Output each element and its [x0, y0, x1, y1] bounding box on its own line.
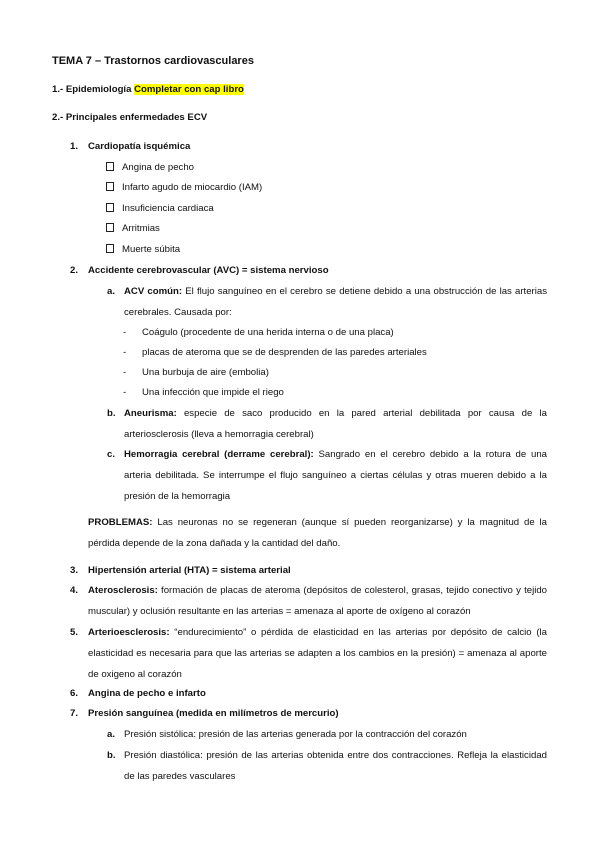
checkbox-list-item: [106, 244, 180, 256]
dash-bullet: -: [123, 387, 127, 398]
item-cardiopatia-isquemica: Cardiopatía isquémica: [88, 141, 191, 152]
term: Aneurisma:: [124, 408, 177, 419]
term: ACV común:: [124, 286, 183, 297]
term: PROBLEMAS:: [88, 517, 153, 528]
item-arterioesclerosis: [88, 622, 547, 685]
checkbox-list-item: [106, 182, 262, 194]
list-item-text: Muerte súbita: [122, 244, 181, 255]
checkbox-list-item: [106, 203, 214, 215]
list-item-text: Arritmias: [122, 223, 160, 234]
paragraph-text: especie de saco producido en la pared arterial debilitada por causa de la arteriosclerosis (lleva a hemorragia cerebral): [124, 408, 547, 440]
term: Arterioesclerosis:: [88, 627, 170, 638]
paragraph-problemas: [88, 512, 547, 554]
section-principales-enfermedades: 2.- Principales enfermedades ECV: [52, 112, 208, 123]
list-item-text: Angina de pecho: [122, 162, 195, 173]
paragraph-hemorragia-cerebral: [124, 444, 547, 507]
list-item-text: Insuficiencia cardiaca: [122, 203, 214, 214]
list-number: 7.: [70, 708, 79, 719]
cause-item: Coágulo (procedente de una herida interna o de una placa): [142, 327, 394, 338]
paragraph-text: Las neuronas no se regeneran (aunque sí pueden reorganizarse) y la magnitud de la pérdida depende de la zona dañada y la cantidad del daño.: [88, 517, 547, 549]
list-number: 4.: [70, 585, 79, 596]
paragraph-text: “endurecimiento” o pérdida de elasticidad en las arterias por depósito de calcio (la elasticidad es necesaria para que las arterias se adapten a los cambios en la presión) = amenaza al aporte de oxigeno al corazón: [88, 627, 547, 680]
checkbox-icon: [106, 162, 114, 171]
cause-item: Una infección que impide el riego: [142, 387, 284, 398]
item-aterosclerosis: [88, 580, 547, 622]
item-angina-infarto: Angina de pecho e infarto: [88, 688, 206, 699]
item-hipertension-arterial: Hipertensión arterial (HTA) = sistema arterial: [88, 565, 291, 576]
item-presion-sanguinea: Presión sanguínea (medida en milímetros de mercurio): [88, 708, 339, 719]
cause-item: placas de ateroma que se de desprenden de las paredes arteriales: [142, 347, 427, 358]
list-number: 3.: [70, 565, 79, 576]
paragraph-text: El flujo sanguíneo en el cerebro se detiene debido a una obstrucción de las arterias cerebrales. Causada por:: [124, 286, 548, 318]
list-number: 2.: [70, 265, 79, 276]
checkbox-icon: [106, 244, 114, 253]
section-epidemiologia: [52, 84, 244, 96]
list-letter: c.: [107, 449, 116, 460]
dash-bullet: -: [123, 347, 127, 358]
checkbox-icon: [106, 182, 114, 191]
item-accidente-cerebrovascular: Accidente cerebrovascular (AVC) = sistema nervioso: [88, 265, 329, 276]
dash-bullet: -: [123, 367, 127, 378]
paragraph-text: formación de placas de ateroma (depósitos de colesterol, grasas, tejido conectivo y tejido muscular) y oclusión resultante en las arterias = amenaza al aporte de oxígeno al corazón: [88, 585, 547, 617]
list-number: 6.: [70, 688, 79, 699]
paragraph-acv-comun: [124, 281, 547, 323]
list-letter: a.: [107, 729, 116, 740]
list-letter: a.: [107, 286, 116, 297]
paragraph-presion-diastolica: Presión diastólica: presión de las arterias obtenida entre dos contracciones. Refleja la elasticidad de las paredes vasculares: [124, 750, 547, 782]
page-title: TEMA 7 – Trastornos cardiovasculares: [52, 55, 254, 67]
checkbox-icon: [106, 223, 114, 232]
paragraph-aneurisma: [124, 403, 547, 445]
list-item-text: Infarto agudo de miocardio (IAM): [122, 182, 263, 193]
paragraph-presion-sistolica: Presión sistólica: presión de las arterias generada por la contracción del corazón: [124, 729, 467, 740]
highlight-note: Completar con cap libro: [134, 84, 244, 95]
list-number: 1.: [70, 141, 79, 152]
term: Hemorragia cerebral (derrame cerebral):: [124, 449, 314, 460]
checkbox-list-item: [106, 162, 194, 174]
term: Aterosclerosis:: [88, 585, 158, 596]
checkbox-list-item: [106, 223, 160, 235]
section-label: 1.- Epidemiología: [52, 84, 132, 95]
paragraph-text: Sangrado en el cerebro debido a la rotura de una arteria debilitada. Se interrumpe el flujo sanguíneo a ciertas células y otras mueren debido a la presión de la hemorragia: [124, 449, 548, 502]
cause-item: Una burbuja de aire (embolia): [142, 367, 269, 378]
list-letter: b.: [107, 750, 116, 761]
dash-bullet: -: [123, 327, 127, 338]
list-number: 5.: [70, 627, 79, 638]
checkbox-icon: [106, 203, 114, 212]
list-letter: b.: [107, 408, 116, 419]
